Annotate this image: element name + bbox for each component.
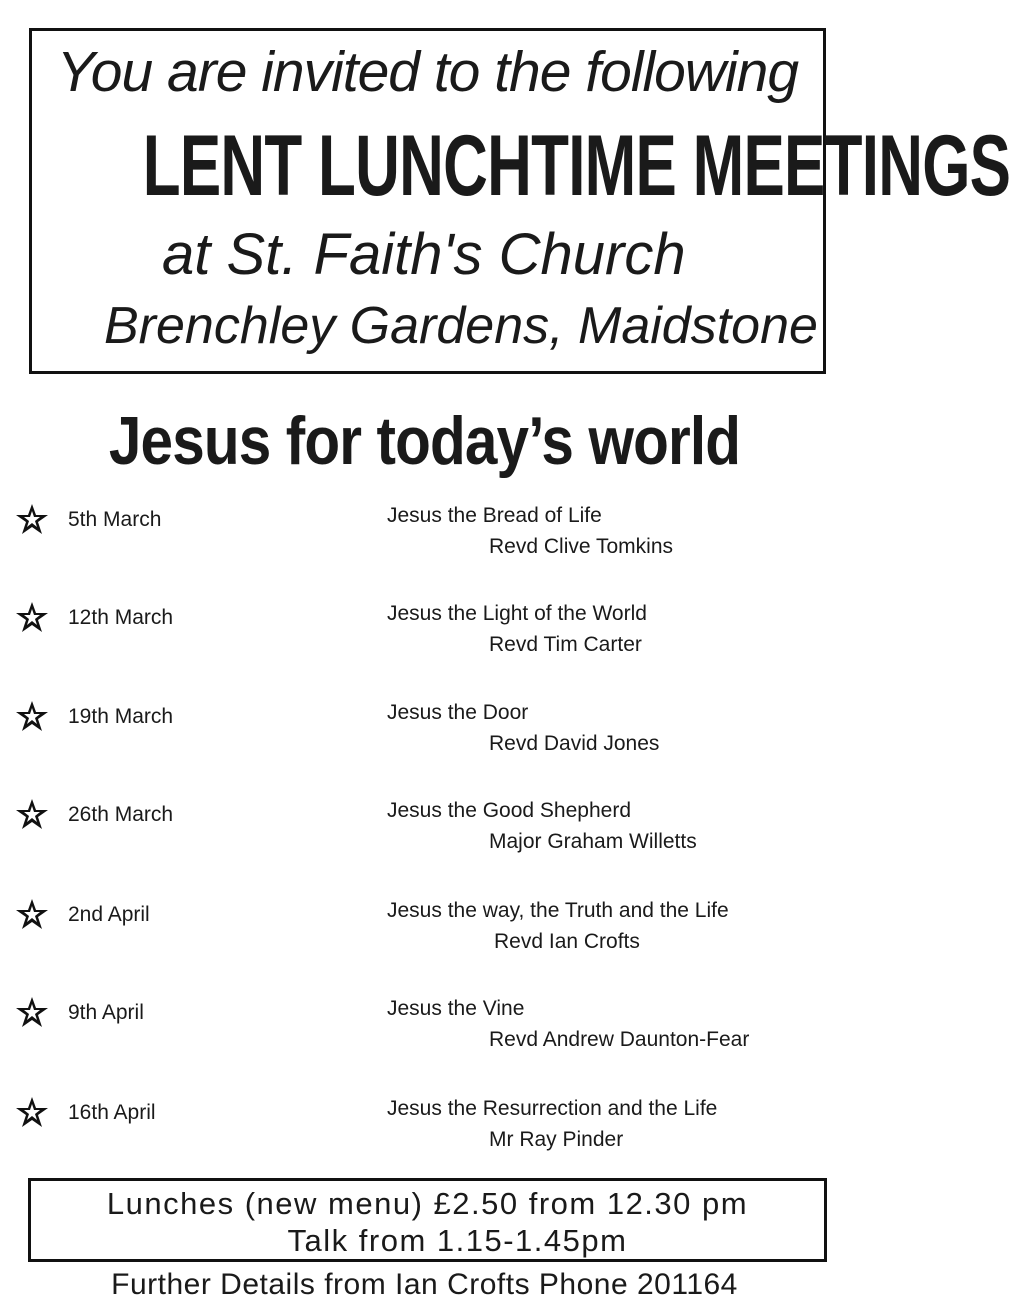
star-icon: [14, 600, 50, 636]
meeting-speaker: Major Graham Willetts: [489, 830, 697, 853]
invite-line: You are invited to the following: [56, 40, 799, 104]
series-title: Jesus for today’s world: [108, 403, 741, 479]
meeting-topic: Jesus the Bread of Life: [387, 504, 602, 527]
meeting-topic: Jesus the Resurrection and the Life: [387, 1097, 718, 1120]
schedule-row: [0, 997, 849, 1071]
meeting-speaker: Revd Andrew Daunton-Fear: [489, 1028, 750, 1051]
venue-name: at St. Faith's Church: [162, 222, 686, 287]
schedule-row: [0, 799, 849, 873]
star-icon: [14, 897, 50, 933]
meeting-date: 5th March: [68, 508, 162, 531]
schedule-row: [0, 899, 849, 973]
meeting-speaker: Revd Tim Carter: [489, 633, 642, 656]
meeting-topic: Jesus the way, the Truth and the Life: [387, 899, 729, 922]
meeting-date: 12th March: [68, 606, 174, 629]
meeting-topic: Jesus the Light of the World: [387, 602, 647, 625]
star-icon: [14, 797, 50, 833]
schedule-row: [0, 701, 849, 775]
meeting-topic: Jesus the Door: [387, 701, 529, 724]
star-icon: [14, 995, 50, 1031]
star-icon: [14, 502, 50, 538]
meeting-date: 9th April: [68, 1001, 144, 1024]
lunch-info-box: [28, 1178, 827, 1262]
schedule-row: [0, 504, 849, 578]
schedule-row: [0, 602, 849, 676]
lunch-price-line: Lunches (new menu) £2.50 from 12.30 pm: [106, 1186, 749, 1221]
schedule-row: [0, 1097, 849, 1171]
contact-footer: Further Details from Ian Crofts Phone 201164: [111, 1268, 738, 1301]
venue-address: Brenchley Gardens, Maidstone: [104, 297, 818, 355]
meeting-date: 16th April: [68, 1101, 156, 1124]
meeting-speaker: Revd Ian Crofts: [494, 930, 640, 953]
star-icon: [14, 699, 50, 735]
meeting-topic: Jesus the Vine: [387, 997, 525, 1020]
meeting-date: 19th March: [68, 705, 174, 728]
meeting-speaker: Revd David Jones: [489, 732, 660, 755]
talk-time-line: Talk from 1.15-1.45pm: [287, 1223, 628, 1258]
meeting-date: 26th March: [68, 803, 174, 826]
meeting-speaker: Mr Ray Pinder: [489, 1128, 624, 1151]
meeting-topic: Jesus the Good Shepherd: [387, 799, 632, 822]
event-title: LENT LUNCHTIME MEETINGS: [142, 118, 1010, 214]
star-icon: [14, 1095, 50, 1131]
header-box: [29, 28, 1010, 374]
meeting-date: 2nd April: [68, 903, 150, 926]
meeting-speaker: Revd Clive Tomkins: [489, 535, 674, 558]
